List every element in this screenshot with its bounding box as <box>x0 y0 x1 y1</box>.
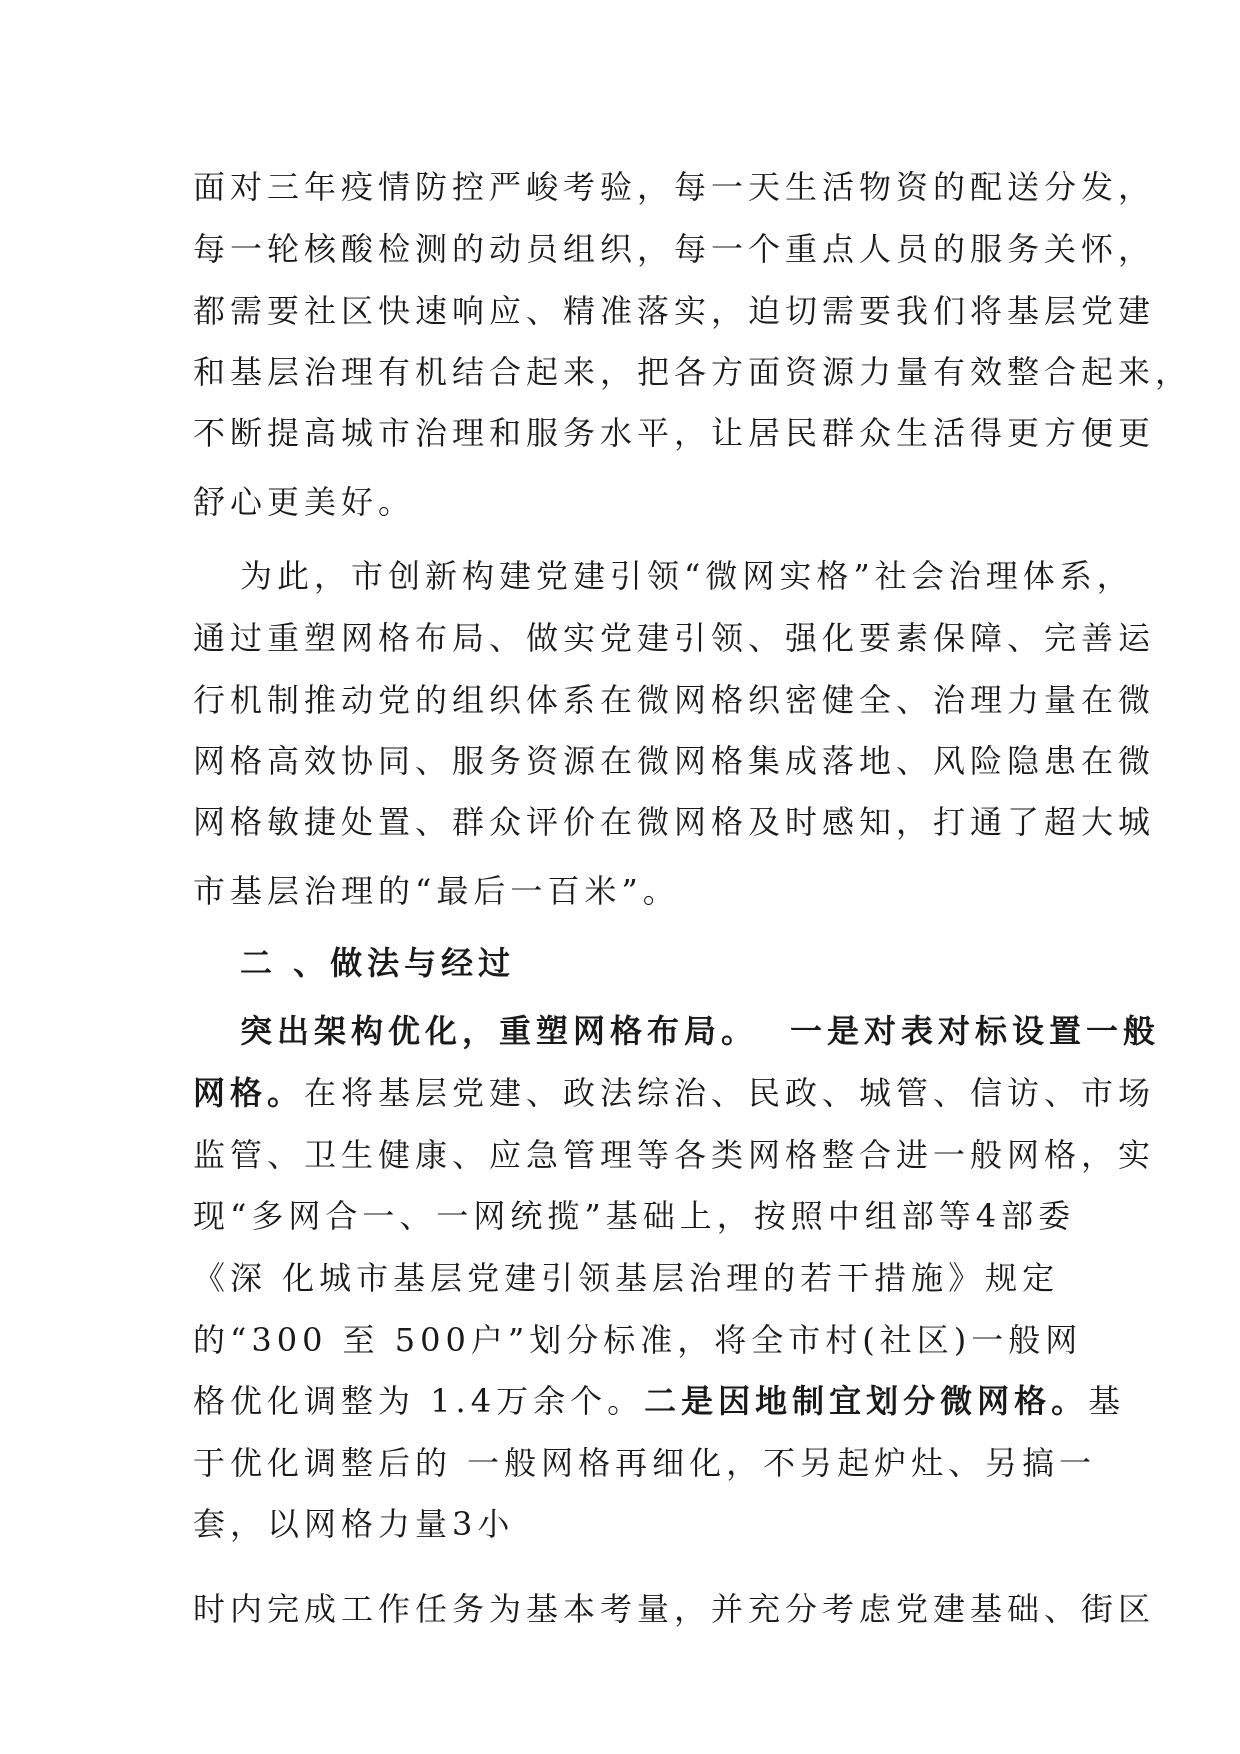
paragraph2-line-2: 通过重塑网格布局、做实党建引领、强化要素保障、完善运 <box>193 619 1156 657</box>
paragraph1-line-2: 每一轮核酸检测的动员组织，每一个重点人员的服务关怀， <box>193 230 1156 268</box>
paragraph2-line-5: 网格敏捷处置、群众评价在微网格及时感知，打通了超大城 <box>193 803 1156 841</box>
paragraph3-bold-item1-part2: 网格。 <box>193 1074 305 1112</box>
paragraph1-line-1: 面对三年疫情防控严峻考验，每一天生活物资的配送分发， <box>193 168 1156 206</box>
paragraph3-line-5: 《深 化城市基层党建引领基层治理的若干措施》规定 <box>193 1259 1060 1297</box>
paragraph3-line-3: 监管、卫生健康、应急管理等各类网格整合进一般网格，实 <box>193 1136 1156 1174</box>
section-heading: 二 、做法与经过 <box>240 944 516 982</box>
paragraph3-bold-lead: 突出架构优化，重塑网格布局。 <box>240 1012 759 1050</box>
paragraph3-bold-item2: 二是因地制宜划分微网格。 <box>644 1382 1089 1420</box>
paragraph3-line-2 <box>193 1063 1156 1123</box>
paragraph2-line-4: 网格高效协同、服务资源在微网格集成落地、风险隐患在微 <box>193 742 1156 780</box>
paragraph1-line-4: 和基层治理有机结合起来，把各方面资源力量有效整合起来， <box>193 353 1193 391</box>
paragraph3-bold-item1-part1: 一是对表对标设置一般 <box>790 1012 1161 1050</box>
paragraph3-line-2-text: 在将基层党建、政法综治、民政、城管、信访、市场 <box>304 1074 1156 1112</box>
paragraph3-line-9: 套，以网格力量3小 <box>193 1505 515 1543</box>
paragraph1-line-3: 都需要社区快速响应、精准落实，迫切需要我们将基层党建 <box>193 292 1156 330</box>
paragraph3-line-10: 时内完成工作任务为基本考量，并充分考虑党建基础、街区 <box>193 1590 1156 1628</box>
paragraph3-line-6: 的“300 至 500户”划分标准，将全市村(社区)一般网 <box>193 1321 1083 1359</box>
paragraph1-line-5: 不断提高城市治理和服务水平，让居民群众生活得更方便更 <box>193 414 1156 452</box>
paragraph3-line-7-tail: 基 <box>1088 1382 1126 1420</box>
paragraph1-line-6: 舒心更美好。 <box>193 483 416 521</box>
paragraph2-line-6: 市基层治理的“最后一百米”。 <box>193 872 680 910</box>
paragraph2-line-1: 为此，市创新构建党建引领“微网实格”社会治理体系， <box>240 557 1134 595</box>
paragraph3-line-4: 现“多网合一、一网统揽”基础上，按照中组部等4部委 <box>193 1197 1076 1235</box>
paragraph3-line-7 <box>193 1371 1126 1431</box>
paragraph3-line-8: 于优化调整后的 一般网格再细化，不另起炉灶、另搞一 <box>193 1444 1097 1482</box>
paragraph3-line-1 <box>240 1001 1161 1061</box>
paragraph2-line-3: 行机制推动党的组织体系在微网格织密健全、治理力量在微 <box>193 681 1156 719</box>
paragraph3-line-7-text: 格优化调整为 1.4万余个。 <box>193 1382 645 1420</box>
